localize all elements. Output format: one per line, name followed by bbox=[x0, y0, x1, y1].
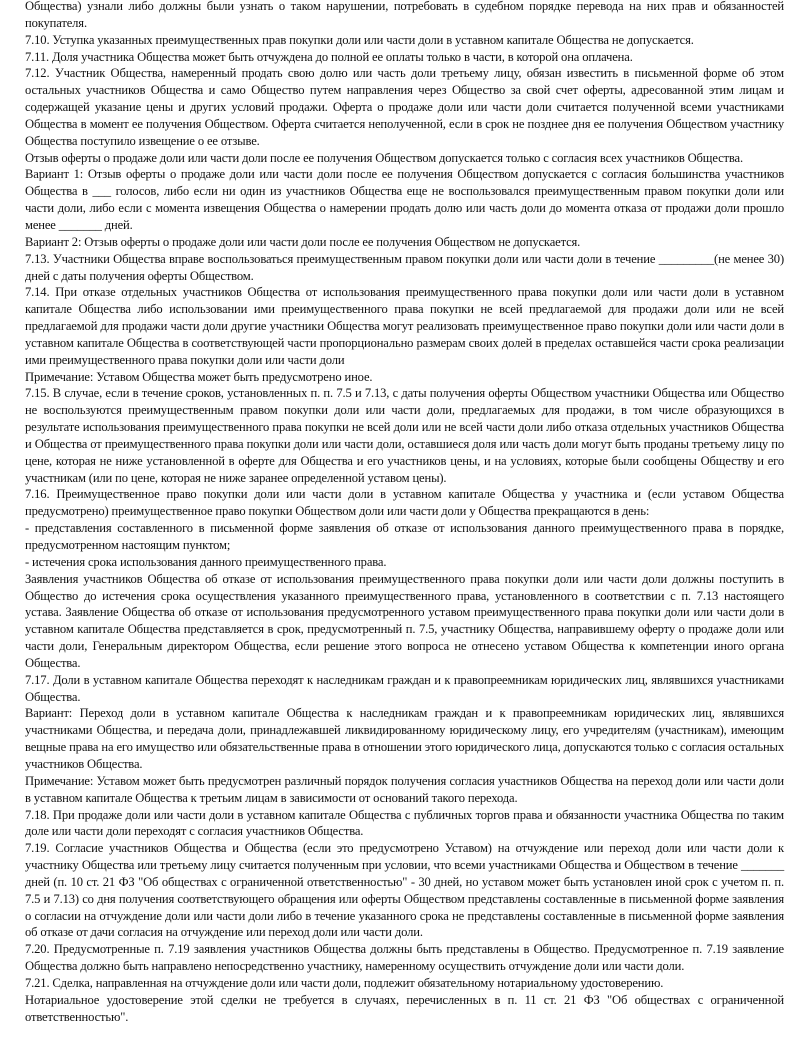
clause-7-13: 7.13. Участники Общества вправе воспользоваться преимущественным правом покупки доли или части доли в течение _________(не менее 30) дней с даты получения оферты Обществом. bbox=[25, 251, 784, 283]
clause-7-11: 7.11. Доля участника Общества может быть отчуждена до полной ее оплаты только в части, в которой она оплачена. bbox=[25, 49, 633, 64]
list-item-expiry: - истечения срока использования данного преимущественного права. bbox=[25, 554, 387, 569]
variant-paragraph-7-17: Вариант: Переход доли в уставном капитале Общества к наследникам граждан и к правопреемникам юридических лиц, являвшихся участниками Общества, и передача доли, принадлежавшей ликвидированному юридическому лицу, его учредителям (участникам), имеющим вещные права на его имущество или обязательственные права в отношении этого юридического лица, допускаются только с согласия остальных участников Общества. bbox=[25, 706, 784, 771]
clause-7-12: 7.12. Участник Общества, намеренный продать свою долю или часть доли третьему лицу, обязан известить в письменной форме об этом остальных участников Общества и само Общество путем направления через Общество за свой счет оферты, адресованной этим лицам и содержащей указание цены и других условий продажи. Оферта о продаже доли или части доли считается полученной всеми участниками Общества в момент ее получения Обществом. Оферта считается неполученной, если в срок не позднее дня ее получения Обществом участнику Общества поступило извещение о ее отзыве. bbox=[25, 66, 784, 148]
note-paragraph-7-14: Примечание: Уставом Общества может быть предусмотрено иное. bbox=[25, 369, 373, 384]
clause-7-14: 7.14. При отказе отдельных участников Общества от использования преимущественного права покупки доли или части доли в уставном капитале Общества либо использовании ими преимущественного права покупки не всей предлагаемой для продажи доли или не всей предлагаемой для продажи части доли другие участники Общества могут реализовать преимущественное право покупки доли или части доли в уставном капитале Общества в соответствующей части пропорционально размерам своих долей в пределах оставшейся части срока реализации ими преимущественного права покупки доли или части доли bbox=[25, 285, 784, 367]
clause-7-16: 7.16. Преимущественное право покупки доли или части доли в уставном капитале Общества у участника и (если уставом Общества предусмотрено) преимущественное право покупки Обществом доли или части доли у Общества прекращаются в день: bbox=[25, 487, 784, 519]
offer-withdrawal-paragraph: Отзыв оферты о продаже доли или части доли после ее получения Обществом допускается только с согласия всех участников Общества. bbox=[25, 150, 743, 165]
clause-7-21: 7.21. Сделка, направленная на отчуждение доли или части доли, подлежит обязательному нотариальному удостоверению. bbox=[25, 975, 664, 990]
clause-7-19: 7.19. Согласие участников Общества и Общества (если это предусмотрено Уставом) на отчуждение или переход доли или части доли к участнику Общества или третьему лицу считается полученным при условии, что всеми участниками Общества и Обществом в течение _______ дней (п. 10 ст. 21 ФЗ "Об обществах с ограниченной ответственностью" - 30 дней, но уставом может быть установлен иной срок с учетом п. п. 7.5 и 7.13) со дня получения соответствующего обращения или оферты Обществом представлены составленные в письменной форме заявления о согласии на отчуждение доли или части доли либо в течение указанного срока не представлены составленные в письменной форме заявления об отказе от дачи согласия на отчуждение или переход доли или части доли. bbox=[25, 841, 784, 940]
list-item-statement: - представления составленного в письменной форме заявления об отказе от использования данного преимущественного права в порядке, предусмотренном настоящим пунктом; bbox=[25, 521, 784, 552]
clause-7-20: 7.20. Предусмотренные п. 7.19 заявления участников Общества должны быть представлены в Общество. Предусмотренное п. 7.19 заявление Общества должно быть направлено непосредственно участнику, намеренному осуществить отчуждение доли или части доли. bbox=[25, 942, 784, 974]
clause-7-10: 7.10. Уступка указанных преимущественных прав покупки доли или части доли в уставном капитале Общества не допускается. bbox=[25, 32, 694, 47]
clause-7-15: 7.15. В случае, если в течение сроков, установленных п. п. 7.5 и 7.13, с даты получения оферты Обществом участники Общества или Общество не воспользуются преимущественным правом покупки доли или части доли, предлагаемых для продажи, в том числе образующихся в результате использования преимущественного права покупки не всей доли или не всей части доли либо отказа отдельных участников Общества и Общества от преимущественного права покупки доли или части доли, оставшиеся доля или часть доли могут быть проданы третьему лицу по цене, которая не ниже установленной в оферте для Общества и его участников цены, и на условиях, которые были сообщены Обществу и его участникам (или по цене, которая не ниже заранее определенной уставом цены). bbox=[25, 386, 784, 485]
statements-paragraph: Заявления участников Общества об отказе от использования преимущественного права покупки доли или части доли должны поступить в Общество до истечения срока осуществления указанного преимущественного права, установленного в соответствии с п. 7.13 настоящего устава. Заявление Общества об отказе от использования предусмотренного уставом преимущественного права покупки доли или части доли в уставном капитале Общества представляется в срок, предусмотренный п. 7.5, участнику Общества, направившему оферту о продаже доли или части доли, Генеральным директором Общества, если решение этого вопроса не отнесено уставом Общества к компетенции иного органа Общества. bbox=[25, 571, 784, 670]
clause-7-17: 7.17. Доли в уставном капитале Общества переходят к наследникам граждан и к правопреемникам юридических лиц, являвшихся участниками Общества. bbox=[25, 672, 784, 704]
variant-2-paragraph: Вариант 2: Отзыв оферты о продаже доли или части доли после ее получения Обществом не допускается. bbox=[25, 234, 581, 249]
notarial-exception-paragraph: Нотариальное удостоверение этой сделки не требуется в случаях, перечисленных в п. 11 ст. 21 ФЗ "Об обществах с ограниченной ответственностью". bbox=[25, 992, 784, 1024]
clause-7-18: 7.18. При продаже доли или части доли в уставном капитале Общества с публичных торгов права и обязанности участника Общества по таким доле или части доли переходят с согласия участников Общества. bbox=[25, 807, 784, 839]
variant-1-paragraph: Вариант 1: Отзыв оферты о продаже доли или части доли после ее получения Обществом допускается с согласия большинства участников Общества в ___ голосов, либо если ни один из участников Общества еще не воспользовался преимущественным правом покупки доли или части доли, либо если с момента извещения Общества о намерении продать долю или часть доли до момента отказа от продажи доли прошло менее _______ дней. bbox=[25, 167, 784, 232]
document-page bbox=[25, 0, 784, 1025]
note-paragraph-7-17: Примечание: Уставом может быть предусмотрен различный порядок получения согласия участников Общества на переход доли или части доли в уставном капитале Общества к третьим лицам в зависимости от оснований такого перехода. bbox=[25, 773, 784, 805]
paragraph-continuation-7-9: Общества) узнали либо должны были узнать о таком нарушении, потребовать в судебном порядке перевода на них прав и обязанностей покупателя. bbox=[25, 0, 784, 30]
